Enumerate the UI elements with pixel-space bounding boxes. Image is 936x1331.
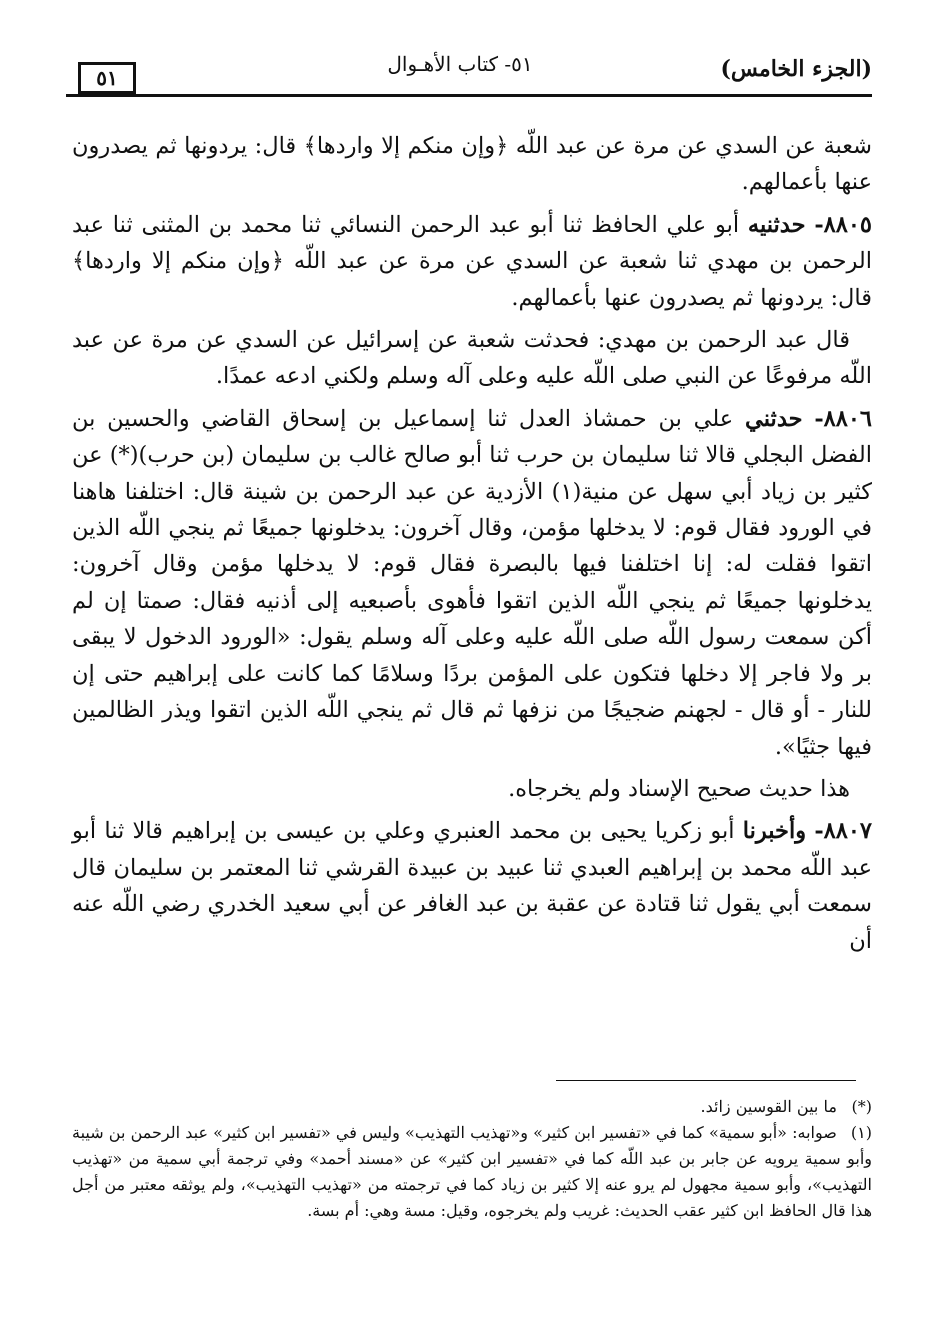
running-title: ٥١- كتاب الأهـوال	[387, 52, 533, 76]
page-number: ٥١	[96, 66, 118, 90]
hadith-number: ٨٨٠٥-	[814, 211, 873, 238]
hadith-8805-comment: قال عبد الرحمن بن مهدي: فحدثت شعبة عن إسرائيل عن السدي عن مرة عن عبد اللّه مرفوعًا عن النبي صلى اللّه عليه وعلى آله وسلم ولكني ادعه عمدًا.	[72, 327, 872, 390]
hadith-keyword: وأخبرنا	[742, 818, 807, 845]
footnote-1	[72, 1094, 872, 1120]
hadith-8806-grading: هذا حديث صحيح الإسناد ولم يخرجاه.	[508, 775, 850, 802]
hadith-keyword: حدثنيه	[747, 211, 806, 238]
footnote-text: ما بين القوسين زائد.	[700, 1097, 837, 1116]
hadith-number: ٨٨٠٧-	[814, 818, 873, 845]
footnote-2	[72, 1120, 872, 1224]
main-text	[72, 128, 872, 965]
footnote-separator	[556, 1080, 856, 1081]
hadith-8805	[72, 207, 872, 316]
page-number-box	[78, 62, 136, 94]
hadith-text: أبو زكريا يحيى بن محمد العنبري وعلي بن عيسى بن إبراهيم قالا ثنا أبو عبد اللّه محمد بن إبراهيم العبدي ثنا عبيد بن عبيدة القرشي ثنا المعتمر بن سليمان قال سمعت أبي يقول ثنا قتادة عن عقبة بن عبد الغافر عن أبي سعيد الخدري رضي اللّه عنه أن	[72, 818, 872, 954]
hadith-8806	[72, 401, 872, 765]
paragraph-continuation: شعبة عن السدي عن مرة عن عبد اللّه ﴿وإن منكم إلا واردها﴾ قال: يردونها ثم يصدرون عنها بأعمالهم.	[72, 133, 872, 196]
header-rule	[66, 94, 872, 97]
part-title: (الجزء الخامس)	[720, 56, 872, 82]
hadith-text: علي بن حمشاذ العدل ثنا إسماعيل بن إسحاق القاضي والحسين بن الفضل البجلي قالا ثنا سليمان بن حرب ثنا أبو صالح غالب بن سليمان (بن حرب)(*) عن كثير بن زياد أبي سهل عن منية(١) الأزدية عن عبد الرحمن بن شينة قال: اختلفنا هاهنا في الورود فقال قوم: لا يدخلها مؤمن، وقال آخرون: يدخلونها جميعًا ثم ينجي اللّه الذين اتقوا فقلت له: إنا اختلفنا فيها بالبصرة فقال قوم: لا يدخلها مؤمن وقال آخرون: يدخلونها جميعًا ثم ينجي اللّه الذين اتقوا فأهوى بأصبعيه إلى أذنيه فقال: صمتا إن لم أكن سمعت رسول اللّه صلى اللّه عليه وعلى آله وسلم يقول: «الورود الدخول لا يبقى بر ولا فاجر إلا دخلها فتكون على المؤمن بردًا وسلامًا كما كانت على إبراهيم حتى إن للنار - أو قال - لجهنم ضجيجًا من نزفها ثم قال ثم ينجي اللّه الذين اتقوا ويذر الظالمين فيها جثيًا».	[72, 405, 872, 760]
hadith-8807	[72, 813, 872, 959]
hadith-keyword: حدثني	[745, 405, 803, 432]
footnotes	[72, 1094, 872, 1224]
footnote-marker: (*)	[851, 1097, 872, 1116]
footnote-marker: (١)	[850, 1123, 872, 1142]
footnote-text: صوابه: «أبو سمية» كما في «تفسير ابن كثير» و«تهذيب التهذيب» وليس في «تفسير ابن كثير» عبد الرحمن بن شيبة وأبو سمية يرويه عن جابر بن عبد اللّه كما في «تفسير ابن كثير» عن «مسند أحمد» وفي ترجمة أبي سمية من «تهذيب التهذيب»، وأبو سمية مجهول لم يرو عنه إلا كثير بن زياد كما في ترجمته من «تهذيب التهذيب»، ولم يوثقه معتبر من أجل هذا قال الحافظ ابن كثير عقب الحديث: غريب ولم يخرجوه، وقيل: مسة وهي: أم بسة.	[72, 1123, 872, 1220]
hadith-number: ٨٨٠٦-	[814, 405, 873, 432]
hadith-text: أبو علي الحافظ ثنا أبو عبد الرحمن النسائي ثنا محمد بن المثنى ثنا عبد الرحمن بن مهدي ثنا شعبة عن السدي عن مرة عن عبد اللّه ﴿وإن منكم إلا واردها﴾ قال: يردونها ثم يصدرون عنها بأعمالهم.	[72, 211, 872, 311]
